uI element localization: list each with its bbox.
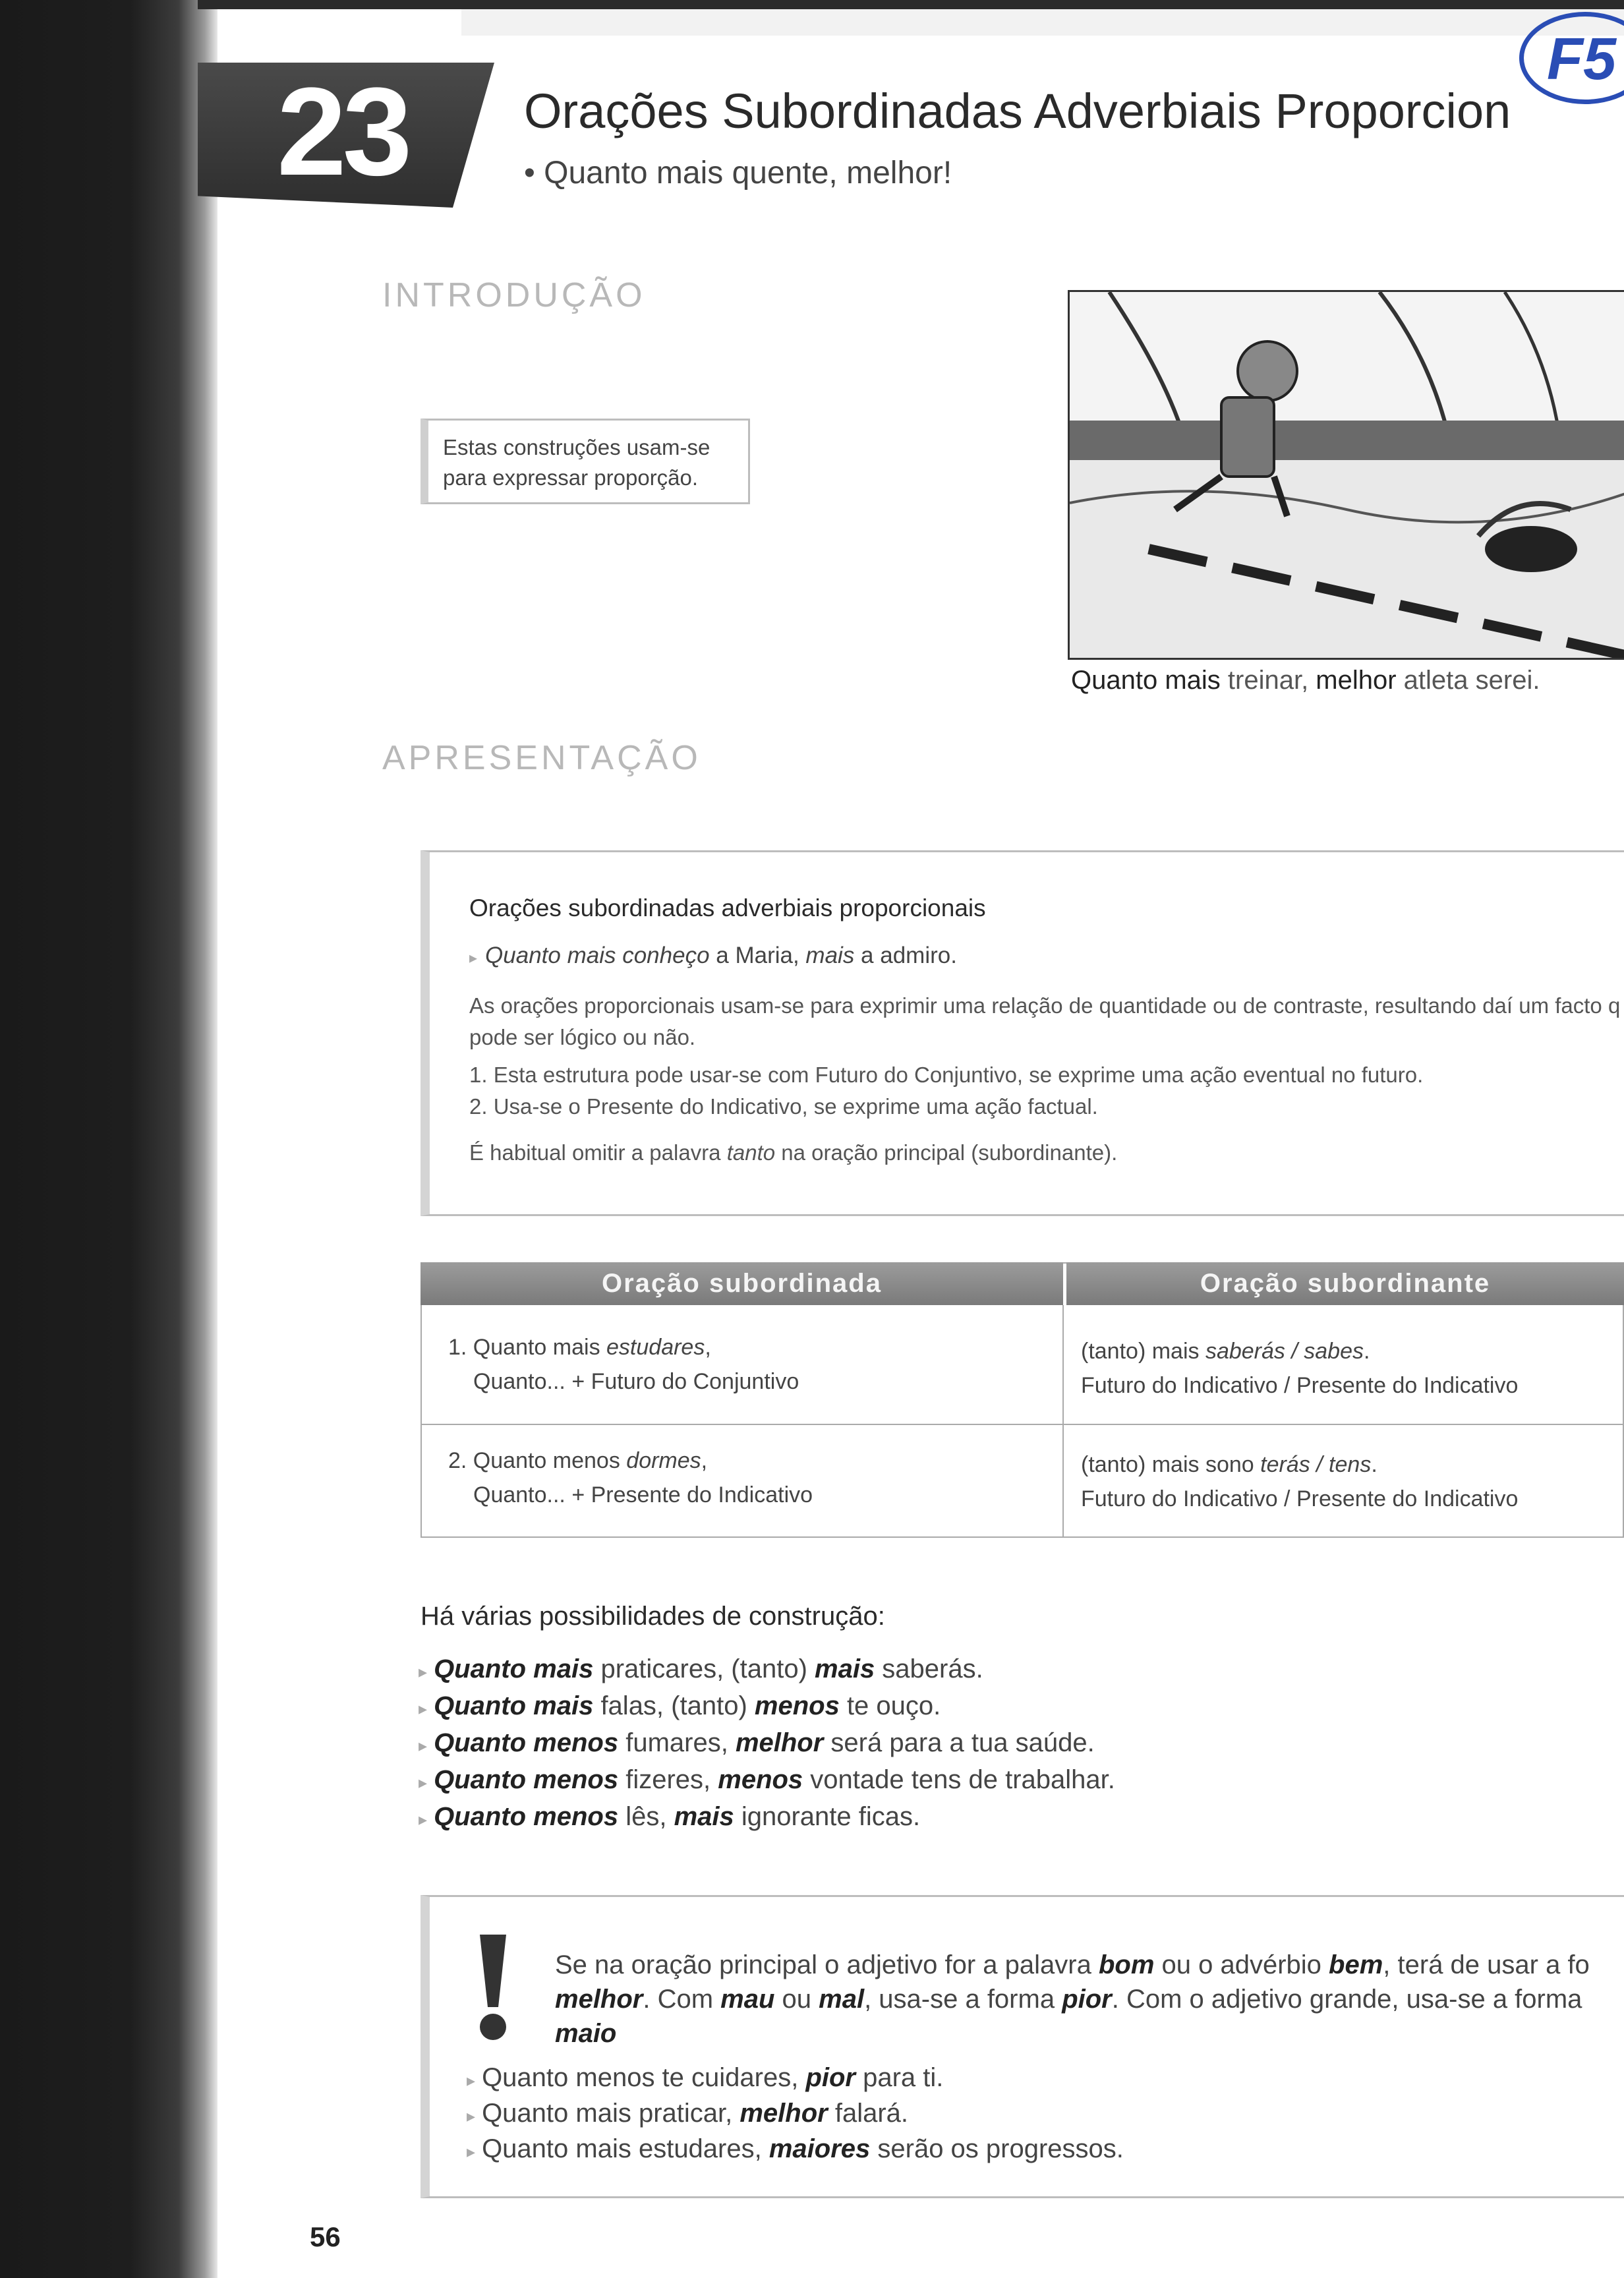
note-c: na oração principal (subordinante). xyxy=(775,1140,1118,1165)
note-ex-c: serão os progressos. xyxy=(870,2134,1124,2163)
cell-punct: . xyxy=(1363,1339,1370,1364)
possibility-item xyxy=(419,1765,1115,1795)
bullet-icon: ▸ xyxy=(467,2106,476,2126)
swimming-illustration xyxy=(1068,290,1624,660)
table-row-divider xyxy=(420,1424,1624,1425)
item-d: vontade tens de trabalhar. xyxy=(803,1765,1115,1794)
table-row-2-left-line-1 xyxy=(448,1444,707,1478)
example-b: a Maria, xyxy=(709,943,806,968)
cell-punct: . xyxy=(1371,1452,1378,1477)
item-b: falas, (tanto) xyxy=(593,1691,755,1720)
info-paragraph: As orações proporcionais usam-se para exprimir uma relação de quantidade ou de contraste, resultando daí um facto q pode ser lógico ou não. xyxy=(469,993,1621,1049)
info-box-title: Orações subordinadas adverbiais proporcionais xyxy=(469,894,986,921)
note-a: É habitual omitir a palavra xyxy=(469,1140,727,1165)
possibility-item xyxy=(419,1691,941,1721)
cell-text: (tanto) mais xyxy=(1081,1339,1205,1364)
cell-text: 1. Quanto mais xyxy=(448,1335,607,1360)
note-ex-b: melhor xyxy=(740,2099,828,2128)
note-ex-b: pior xyxy=(805,2063,856,2092)
item-a: Quanto menos xyxy=(434,1728,619,1757)
page-number: 56 xyxy=(310,2221,341,2252)
table-header-subordinante: Oração subordinante xyxy=(1066,1262,1624,1305)
item-d: ignorante ficas. xyxy=(734,1802,921,1831)
note-ex-c: falará. xyxy=(827,2099,909,2128)
swimmer-cartoon xyxy=(1070,292,1624,658)
note-t1: Se na oração principal o adjetivo for a palavra xyxy=(555,1950,1099,1979)
chapter-number: 23 xyxy=(277,62,409,202)
table-row-2-left-line-2: Quanto... + Presente do Indicativo xyxy=(473,1482,813,1507)
note-t8: mau xyxy=(720,1985,775,2014)
info-item-1: 1. Esta estrutura pode usar-se com Futuro do Conjuntivo, se exprime uma ação eventual no futuro. xyxy=(469,1063,1424,1087)
item-c: mais xyxy=(815,1654,875,1683)
cell-text: 2. Quanto menos xyxy=(448,1448,627,1473)
bullet-icon: ▸ xyxy=(419,1736,428,1755)
example-c: mais xyxy=(805,943,855,968)
page-subtitle: • Quanto mais quente, melhor! xyxy=(524,156,952,190)
example-d: a admiro. xyxy=(854,943,957,968)
cell-verb: saberás / sabes xyxy=(1205,1339,1364,1364)
note-example xyxy=(467,2063,943,2093)
bullet-icon: ▸ xyxy=(419,1772,428,1792)
note-t10: mal xyxy=(819,1985,865,2014)
note-t4: bem xyxy=(1329,1950,1383,1979)
info-example: ▸ Quanto mais conheço a Maria, mais a admiro. xyxy=(469,943,957,968)
exclamation-icon xyxy=(467,1931,519,2043)
item-c: menos xyxy=(754,1691,840,1720)
exclamation-icon-svg xyxy=(467,1931,519,2043)
item-b: fumares, xyxy=(618,1728,736,1757)
note-t9: ou xyxy=(774,1985,819,2014)
note-t6: melhor xyxy=(555,1985,643,2014)
introducao-heading: INTRODUÇÃO xyxy=(382,276,646,314)
note-ex-c: para ti. xyxy=(856,2063,944,2092)
info-note xyxy=(469,1140,1117,1165)
note-t11: , usa-se a forma xyxy=(864,1985,1062,2014)
note-t3: ou o advérbio xyxy=(1154,1950,1329,1979)
note-t13: . Com o adjetivo grande, usa-se a forma xyxy=(1111,1985,1582,2014)
item-d: te ouço. xyxy=(839,1691,941,1720)
table-row-1-left-line-1 xyxy=(448,1330,711,1364)
possibilities-title: Há várias possibilidades de construção: xyxy=(420,1602,885,1631)
item-b: fizeres, xyxy=(618,1765,718,1794)
cell-verb: terás / tens xyxy=(1260,1452,1372,1477)
possibility-item xyxy=(419,1654,983,1684)
note-ex-a: Quanto mais estudares, xyxy=(482,2134,769,2163)
item-c: mais xyxy=(674,1802,734,1831)
item-b: lês, xyxy=(618,1802,674,1831)
caption-strong-1: Quanto mais xyxy=(1071,666,1221,695)
note-t14: maio xyxy=(555,2019,617,2048)
bullet-icon: ▸ xyxy=(419,1662,428,1681)
item-a: Quanto mais xyxy=(434,1654,594,1683)
handwritten-badge: F5 xyxy=(1519,12,1624,104)
cell-punct: , xyxy=(701,1448,708,1473)
item-a: Quanto menos xyxy=(434,1765,619,1794)
item-d: saberás. xyxy=(875,1654,983,1683)
bullet-icon: ▸ xyxy=(467,2142,476,2161)
info-item-2: 2. Usa-se o Presente do Indicativo, se exprime uma ação factual. xyxy=(469,1094,1098,1119)
possibility-item xyxy=(419,1802,920,1832)
intro-box: Estas construções usam-se para expressar proporção. xyxy=(420,419,750,504)
table-header-subordinada: Oração subordinada xyxy=(420,1262,1063,1305)
caption-part: treinar, xyxy=(1220,666,1316,695)
note-example xyxy=(467,2099,908,2128)
caption-strong-2: melhor xyxy=(1316,666,1397,695)
item-a: Quanto mais xyxy=(434,1691,594,1720)
scan-edge xyxy=(0,0,218,2278)
note-t2: bom xyxy=(1098,1950,1155,1979)
item-d: será para a tua saúde. xyxy=(823,1728,1095,1757)
item-b: praticares, (tanto) xyxy=(593,1654,815,1683)
bullet-icon: ▸ xyxy=(467,2070,476,2090)
apresentacao-heading: APRESENTAÇÃO xyxy=(382,739,701,777)
possibility-item xyxy=(419,1728,1095,1758)
bullet-icon: ▸ xyxy=(419,1809,428,1829)
page-title: Orações Subordinadas Adverbiais Proporcion xyxy=(524,84,1511,138)
note-ex-a: Quanto mais praticar, xyxy=(482,2099,740,2128)
item-a: Quanto menos xyxy=(434,1802,619,1831)
note-text xyxy=(555,1948,1624,2051)
cell-text: (tanto) mais sono xyxy=(1081,1452,1261,1477)
cell-verb: dormes xyxy=(626,1448,701,1473)
example-a: Quanto mais conheço xyxy=(485,943,710,968)
note-t7: . Com xyxy=(643,1985,721,2014)
note-ex-a: Quanto menos te cuidares, xyxy=(482,2063,806,2092)
table-col-divider xyxy=(1062,1305,1064,1538)
table-row-2-right-line-2: Futuro do Indicativo / Presente do Indicativo xyxy=(1081,1486,1519,1511)
table-row-1-left-line-2: Quanto... + Futuro do Conjuntivo xyxy=(473,1369,799,1394)
note-example xyxy=(467,2134,1124,2164)
note-t12: pior xyxy=(1062,1985,1112,2014)
note-ex-b: maiores xyxy=(768,2134,871,2163)
table-row-1-right-line-1 xyxy=(1081,1334,1370,1368)
illustration-caption xyxy=(1071,666,1540,695)
caption-end: atleta serei. xyxy=(1396,666,1540,695)
table-row-1-right-line-2: Futuro do Indicativo / Presente do Indicativo xyxy=(1081,1373,1519,1398)
note-t5: , terá de usar a fo xyxy=(1383,1950,1590,1979)
bullet-icon: ▸ xyxy=(419,1699,428,1718)
cell-verb: estudares xyxy=(606,1335,705,1360)
cell-punct: , xyxy=(705,1335,711,1360)
note-b: tanto xyxy=(726,1140,776,1165)
table-row-2-right-line-1 xyxy=(1081,1447,1378,1482)
top-rule xyxy=(198,0,1624,9)
top-rule-shade xyxy=(461,9,1624,36)
item-c: melhor xyxy=(735,1728,824,1757)
item-c: menos xyxy=(718,1765,803,1794)
